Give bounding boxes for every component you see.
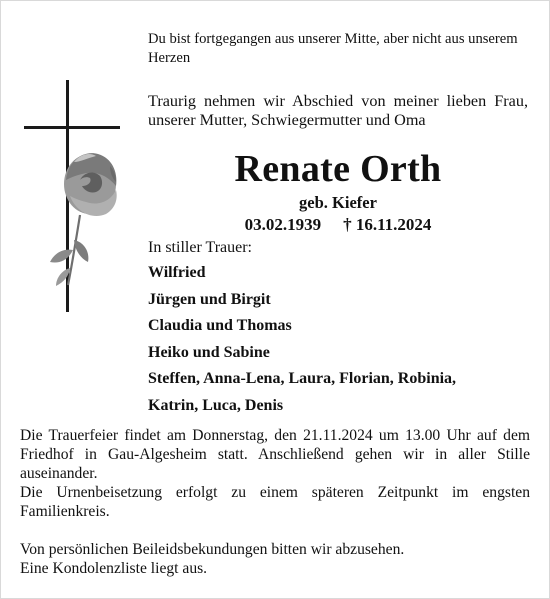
death-date: † 16.11.2024 bbox=[343, 215, 432, 234]
mourner-entry: Steffen, Anna-Lena, Laura, Florian, Robinia, bbox=[148, 370, 457, 387]
mourner-entry: Heiko und Sabine bbox=[148, 343, 270, 361]
mourner-entry: Jürgen und Birgit bbox=[148, 290, 271, 308]
condolence-request: Von persönlichen Beileidsbekundungen bitten wir abzusehen. bbox=[20, 541, 405, 558]
deceased-name: Renate Orth bbox=[234, 148, 442, 190]
urn-burial-info: Die Urnenbeisetzung erfolgt zu einem späteren Zeitpunkt im engsten Familienkreis. bbox=[20, 484, 530, 520]
birth-date: 03.02.1939 bbox=[244, 215, 322, 234]
service-details bbox=[20, 426, 530, 521]
mourner-entry: Wilfried bbox=[148, 264, 206, 281]
closing-notes bbox=[20, 540, 530, 578]
farewell-statement: Traurig nehmen wir Abschied von meiner lieben Frau, unserer Mutter, Schwiegermutter und Oma bbox=[148, 92, 528, 129]
mourners-list bbox=[148, 260, 528, 419]
rose-icon bbox=[50, 153, 117, 286]
mourner-entry: Katrin, Luca, Denis bbox=[148, 396, 284, 414]
mourning-label: In stiller Trauer: bbox=[148, 239, 252, 256]
memorial-quote: Du bist fortgegangen aus unserer Mitte, aber nicht aus unserem Herzen bbox=[148, 31, 518, 66]
birth-name: geb. Kiefer bbox=[299, 193, 377, 212]
funeral-info: Die Trauerfeier findet am Donnerstag, den 21.11.2024 um 13.00 Uhr auf dem Friedhof in Gau-Algesheim statt. Anschließend gehen wir in aller Stille auseinander. bbox=[20, 427, 530, 482]
cross-with-rose-illustration bbox=[18, 80, 138, 320]
mourner-entry: Claudia und Thomas bbox=[148, 317, 292, 334]
life-dates bbox=[148, 214, 528, 236]
condolence-list-note: Eine Kondolenzliste liegt aus. bbox=[20, 560, 208, 577]
